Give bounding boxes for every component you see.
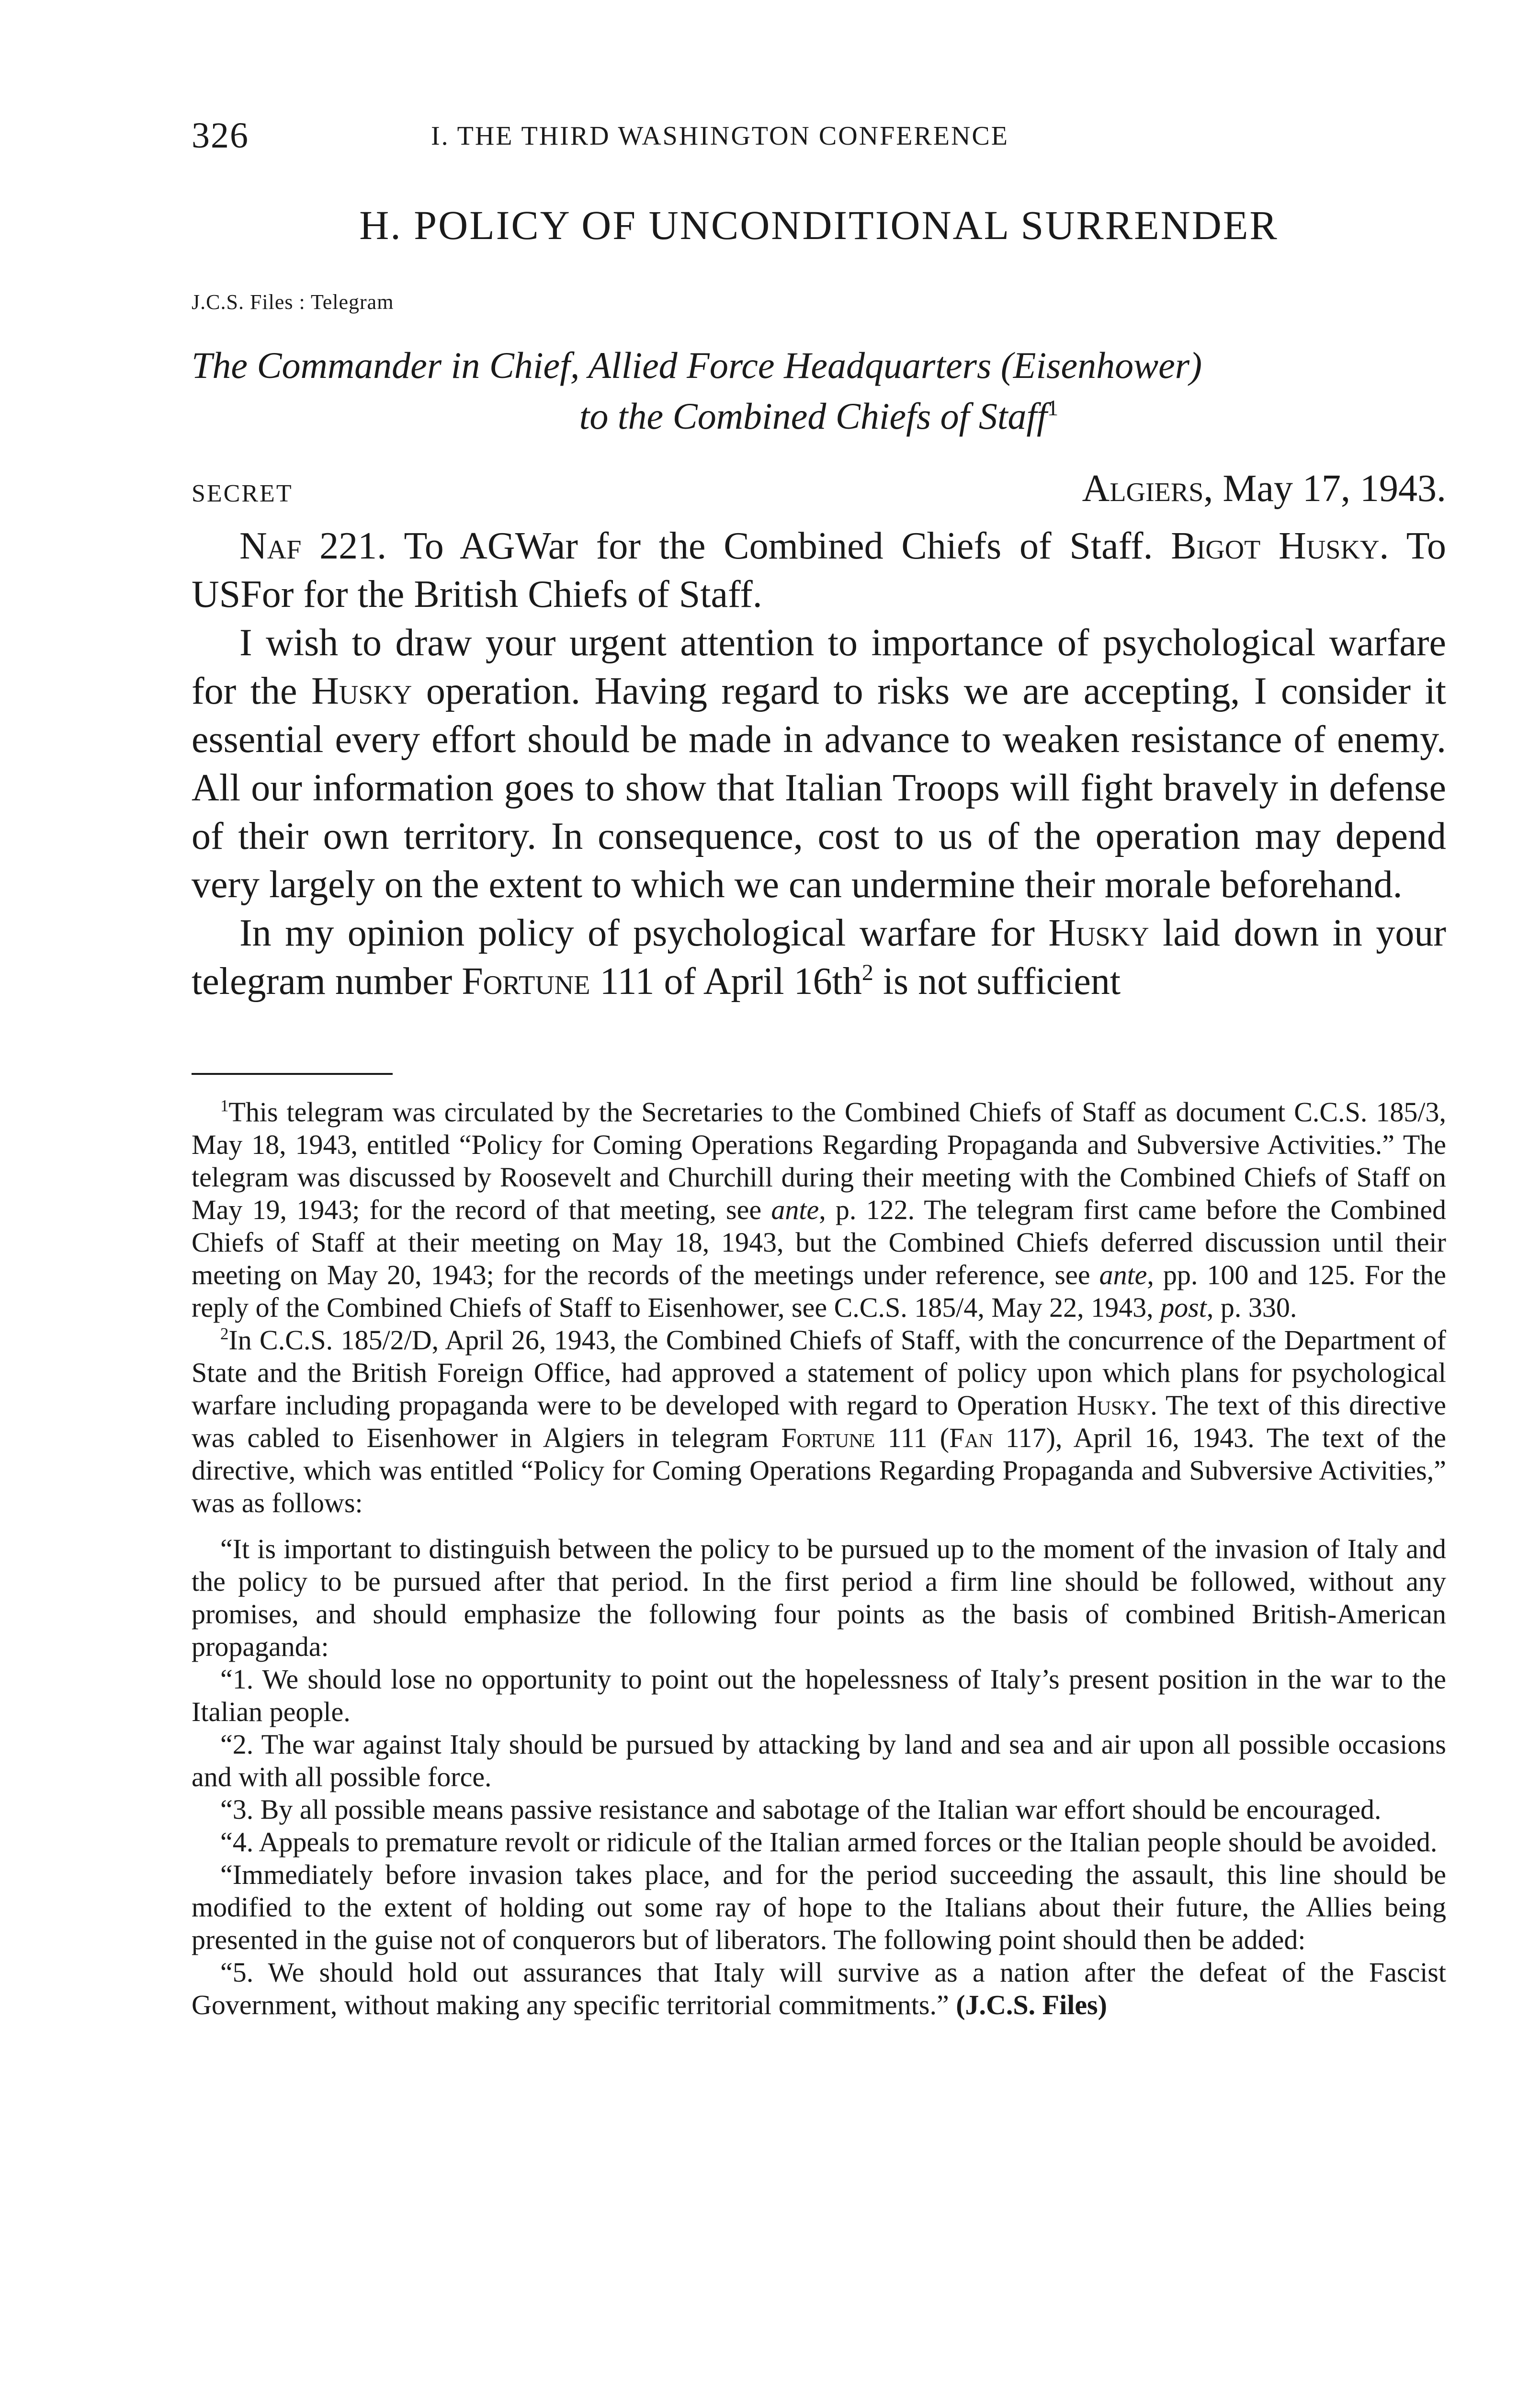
page-number: 326 — [192, 115, 249, 156]
body-text: 221. To AGWar for the Combined Chiefs of Staff. — [301, 525, 1171, 567]
footnote-ref-1: 1 — [1047, 395, 1059, 421]
quote-paragraph-2: “1. We should lose no opportunity to point out the hopelessness of Italy’s present position in the war to the Italian people. — [192, 1664, 1446, 1727]
quote-source: (J.C.S. Files) — [956, 1989, 1107, 2020]
document-title-line2 — [192, 391, 1446, 442]
footnote-text: , pp. 100 and 125. For the reply of the Combined Chiefs of Staff to Eisenhower, see C.C.S. 185/4, May 22, 1943, — [192, 1259, 1446, 1323]
footnote-text: . The text of this directive was cabled to Eisenhower in Algiers in telegram — [192, 1390, 1446, 1453]
fortune-codeword: Fortune — [462, 960, 590, 1003]
document-title-line2-text: to the Combined Chiefs of Staff — [579, 395, 1047, 437]
footnote-divider — [192, 1073, 393, 1075]
husky-codeword: Husky — [1279, 525, 1380, 567]
ante-ref: ante — [1099, 1259, 1147, 1290]
footnote-text: 117), April 16, 1943. The text of the directive, which was entitled “Policy for Coming Operations Regarding Propaganda and Subversive Activities,” was as follows: — [192, 1422, 1446, 1518]
body-text: . To USFor for the British Chiefs of Staff. — [192, 525, 1447, 616]
bigot-codeword: Bigot — [1171, 525, 1261, 567]
quote-text: “5. We should hold out assurances that Italy will survive as a nation after the defeat of the Fascist Government, without making any specific territorial commitments.” — [192, 1957, 1446, 2020]
fan-codeword: Fan — [949, 1422, 993, 1453]
footnote-text: This telegram was circulated by the Secretaries to the Combined Chiefs of Staff as document C.C.S. 185/3, May 18, 1943, entitled “Policy for Coming Operations Regarding Propaganda and Subversive Activities.” The telegram was discussed by Roosevelt and Churchill during their meeting with the Combined Chiefs of Staff on May 19, 1943; for the record of that meeting, see — [192, 1096, 1446, 1225]
date: , May 17, 1943. — [1203, 468, 1446, 510]
source-line: J.C.S. Files : Telegram — [192, 290, 394, 314]
footnote-text: 111 ( — [875, 1422, 950, 1453]
quote-paragraph-3: “2. The war against Italy should be pursued by attacking by land and sea and air upon all possible occasions and with all possible force. — [192, 1729, 1446, 1792]
quote-paragraph-4: “3. By all possible means passive resistance and sabotage of the Italian war effort should be encouraged. — [220, 1794, 1381, 1825]
classification: SECRET — [192, 480, 293, 507]
body-text: is not sufficient — [873, 960, 1121, 1003]
footnote-text: , p. 330. — [1206, 1292, 1297, 1323]
footnote-mark-2: 2 — [220, 1324, 229, 1344]
husky-codeword: Husky — [311, 670, 412, 712]
quote-paragraph-1: “It is important to distinguish between the policy to be pursued up to the moment of the invasion of Italy and the policy to be pursued after that period. In the first period a firm line should be followed, without any promises, and should emphasize the following four points as the basis of combined British-American propaganda: — [192, 1533, 1446, 1662]
telegram-header — [192, 467, 1446, 520]
body-text: operation. Having regard to risks we are accepting, I consider it essential every effort should be made in advance to weaken resistance of enemy. All our information goes to show that Italian Troops will fight bravely in defense of their own territory. In consequence, cost to us of the operation may depend very largely on the extent to which we can undermine their morale beforehand. — [192, 670, 1447, 906]
section-heading: H. POLICY OF UNCONDITIONAL SURRENDER — [359, 202, 1279, 248]
footnote-text: , p. 122. The telegram first came before the Combined Chiefs of Staff at their meeting on May 18, 1943, but the Combined Chiefs deferred discussion until their meeting on May 20, 1943; for the records of the meetings under reference, see — [192, 1194, 1447, 1290]
footnote-2 — [192, 1324, 1446, 1519]
document-title — [192, 340, 1446, 442]
post-ref: post — [1160, 1292, 1207, 1323]
document-title-line1: The Commander in Chief, Allied Force Headquarters (Eisenhower) — [192, 344, 1202, 386]
quote-paragraph-6: “Immediately before invasion takes place, and for the period succeeding the assault, this line should be modified to the extent of holding out some ray of hope to the Italians about their future, the Allies being presented in the guise not of conquerors but of liberators. The following point should then be added: — [192, 1859, 1446, 1955]
husky-codeword: Husky — [1076, 1390, 1151, 1421]
footnote-mark-1: 1 — [220, 1096, 229, 1116]
body-text: In my opinion policy of psychological warfare for — [239, 912, 1049, 954]
running-title: I. THE THIRD WASHINGTON CONFERENCE — [431, 121, 1009, 151]
footnote-1 — [192, 1096, 1446, 1324]
quote-paragraph-5: “4. Appeals to premature revolt or ridicule of the Italian armed forces or the Italian people should be avoided. — [220, 1826, 1438, 1858]
body-paragraph-1 — [192, 522, 1446, 619]
place-date — [1082, 467, 1446, 511]
footnote-ref-2: 2 — [861, 960, 873, 986]
body-text: I wish to draw your urgent attention to importance of psychological warfare for the — [192, 622, 1446, 712]
running-head — [192, 115, 1446, 163]
place: Algiers — [1082, 468, 1204, 510]
quote-paragraph-7 — [192, 1956, 1446, 2021]
footnotes — [192, 1096, 1446, 2021]
body-text: laid down in your telegram number — [192, 912, 1446, 1003]
body-paragraph-2 — [192, 619, 1446, 909]
ante-ref: ante — [771, 1194, 819, 1225]
body-paragraph-3 — [192, 909, 1446, 1006]
fortune-codeword: Fortune — [781, 1422, 875, 1453]
footnote-text: In C.C.S. 185/2/D, April 26, 1943, the Combined Chiefs of Staff, with the concurrence of the Department of State and the British Foreign Office, had approved a statement of policy upon which plans for psychological warfare including propaganda were to be developed with regard to Operation — [192, 1324, 1446, 1421]
naf-ref: Naf — [239, 525, 302, 567]
telegram-body — [192, 522, 1446, 1006]
husky-codeword: Husky — [1048, 912, 1149, 954]
body-text: 111 of April 16th — [590, 960, 862, 1003]
